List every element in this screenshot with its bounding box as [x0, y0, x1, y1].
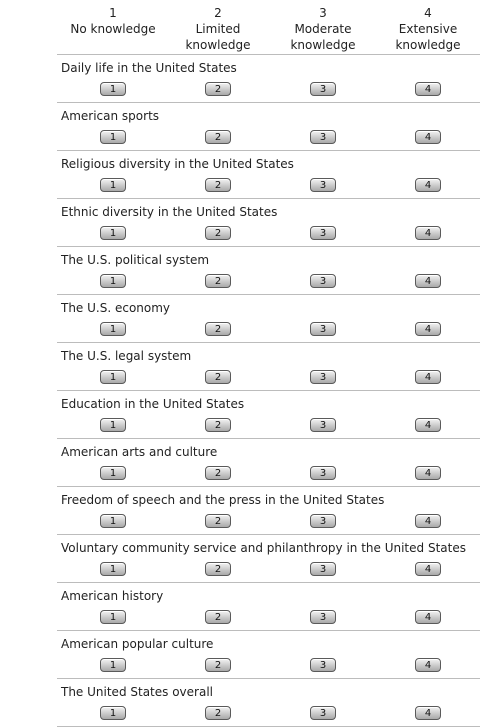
rating-row — [57, 247, 480, 295]
rating-item-label: Education in the United States — [61, 397, 245, 411]
rating-button-2[interactable]: 2 — [205, 466, 231, 480]
rating-row — [57, 103, 480, 151]
rating-item-label: The U.S. economy — [61, 301, 171, 315]
rating-button-2[interactable]: 2 — [205, 418, 231, 432]
rating-button-4[interactable]: 4 — [415, 610, 441, 624]
rating-button-2[interactable]: 2 — [205, 370, 231, 384]
rating-item-label: Ethnic diversity in the United States — [61, 205, 278, 219]
rating-button-1[interactable]: 1 — [100, 274, 126, 288]
rating-button-2[interactable]: 2 — [205, 562, 231, 576]
rating-button-3[interactable]: 3 — [310, 418, 336, 432]
rating-button-2[interactable]: 2 — [205, 658, 231, 672]
scale-label: Extensive knowledge — [395, 22, 461, 52]
rating-item-label: Freedom of speech and the press in the United States — [61, 493, 385, 507]
rating-row — [57, 199, 480, 247]
rating-item-label: American popular culture — [61, 637, 214, 651]
rating-button-3[interactable]: 3 — [310, 466, 336, 480]
scale-label: Limited knowledge — [185, 22, 251, 52]
rating-row — [57, 583, 480, 631]
scale-label: No knowledge — [70, 22, 156, 36]
rating-item-label: The U.S. political system — [61, 253, 210, 267]
scale-col-1 — [58, 5, 168, 37]
rating-item-label: American sports — [61, 109, 160, 123]
rating-button-3[interactable]: 3 — [310, 322, 336, 336]
rating-button-1[interactable]: 1 — [100, 322, 126, 336]
rating-button-4[interactable]: 4 — [415, 82, 441, 96]
rating-row — [57, 151, 480, 199]
rating-button-3[interactable]: 3 — [310, 610, 336, 624]
rating-row — [57, 55, 480, 103]
rating-button-3[interactable]: 3 — [310, 274, 336, 288]
rating-button-3[interactable]: 3 — [310, 562, 336, 576]
rating-button-2[interactable]: 2 — [205, 178, 231, 192]
rating-button-3[interactable]: 3 — [310, 226, 336, 240]
rating-button-3[interactable]: 3 — [310, 658, 336, 672]
rating-list — [0, 55, 480, 727]
rating-row — [57, 631, 480, 679]
rating-row — [57, 391, 480, 439]
rating-button-3[interactable]: 3 — [310, 178, 336, 192]
scale-col-4 — [373, 5, 480, 53]
rating-button-4[interactable]: 4 — [415, 226, 441, 240]
rating-button-4[interactable]: 4 — [415, 418, 441, 432]
rating-button-2[interactable]: 2 — [205, 514, 231, 528]
rating-item-label: American history — [61, 589, 164, 603]
rating-item-label: The United States overall — [61, 685, 213, 699]
scale-number: 1 — [109, 6, 117, 20]
rating-button-4[interactable]: 4 — [415, 562, 441, 576]
rating-button-1[interactable]: 1 — [100, 178, 126, 192]
rating-button-4[interactable]: 4 — [415, 514, 441, 528]
rating-button-2[interactable]: 2 — [205, 82, 231, 96]
rating-button-1[interactable]: 1 — [100, 82, 126, 96]
rating-button-3[interactable]: 3 — [310, 130, 336, 144]
rating-button-4[interactable]: 4 — [415, 658, 441, 672]
rating-button-4[interactable]: 4 — [415, 130, 441, 144]
rating-button-1[interactable]: 1 — [100, 370, 126, 384]
scale-number: 2 — [214, 6, 222, 20]
rating-button-2[interactable]: 2 — [205, 274, 231, 288]
scale-col-3 — [268, 5, 378, 53]
rating-button-2[interactable]: 2 — [205, 610, 231, 624]
rating-item-label: American arts and culture — [61, 445, 218, 459]
rating-button-1[interactable]: 1 — [100, 226, 126, 240]
rating-row — [57, 439, 480, 487]
scale-col-2 — [163, 5, 273, 53]
rating-item-label: Religious diversity in the United States — [61, 157, 294, 171]
rating-button-3[interactable]: 3 — [310, 82, 336, 96]
rating-button-1[interactable]: 1 — [100, 658, 126, 672]
rating-button-3[interactable]: 3 — [310, 706, 336, 720]
rating-item-label: The U.S. legal system — [61, 349, 192, 363]
rating-button-4[interactable]: 4 — [415, 322, 441, 336]
rating-button-3[interactable]: 3 — [310, 370, 336, 384]
scale-header — [0, 0, 480, 54]
rating-button-1[interactable]: 1 — [100, 466, 126, 480]
rating-button-1[interactable]: 1 — [100, 610, 126, 624]
rating-button-4[interactable]: 4 — [415, 466, 441, 480]
rating-row — [57, 343, 480, 391]
rating-button-2[interactable]: 2 — [205, 706, 231, 720]
rating-button-4[interactable]: 4 — [415, 370, 441, 384]
scale-label: Moderate knowledge — [290, 22, 356, 52]
rating-button-1[interactable]: 1 — [100, 418, 126, 432]
rating-item-label: Daily life in the United States — [61, 61, 237, 75]
rating-button-1[interactable]: 1 — [100, 706, 126, 720]
rating-item-label: Voluntary community service and philanthropy in the United States — [61, 541, 466, 555]
rating-button-1[interactable]: 1 — [100, 514, 126, 528]
rating-button-4[interactable]: 4 — [415, 706, 441, 720]
rating-button-3[interactable]: 3 — [310, 514, 336, 528]
rating-row — [57, 295, 480, 343]
rating-button-2[interactable]: 2 — [205, 226, 231, 240]
rating-button-4[interactable]: 4 — [415, 274, 441, 288]
rating-button-1[interactable]: 1 — [100, 130, 126, 144]
rating-button-2[interactable]: 2 — [205, 322, 231, 336]
scale-number: 4 — [424, 6, 432, 20]
rating-button-2[interactable]: 2 — [205, 130, 231, 144]
rating-button-1[interactable]: 1 — [100, 562, 126, 576]
rating-button-4[interactable]: 4 — [415, 178, 441, 192]
rating-row — [57, 487, 480, 535]
rating-row — [57, 679, 480, 727]
scale-number: 3 — [319, 6, 327, 20]
rating-row — [57, 535, 480, 583]
